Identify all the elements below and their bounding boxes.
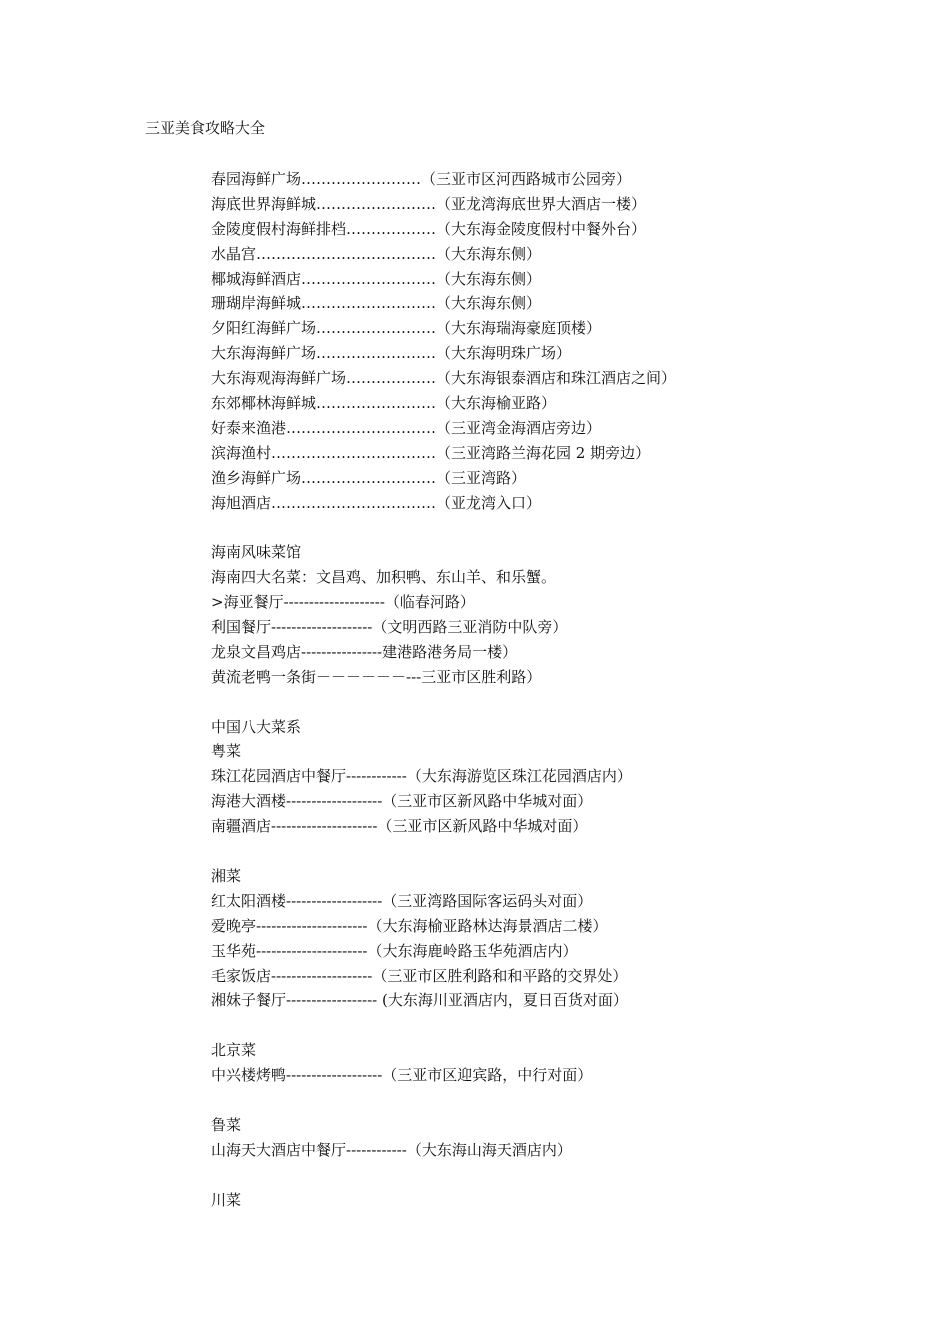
list-item: 好泰来渔港…………………………（三亚湾金海酒店旁边） [211,418,602,437]
list-item: 龙泉文昌鸡店----------------建港路港务局一楼） [211,642,518,661]
hainan-section [211,540,911,689]
spacer [211,1163,911,1188]
list-item: 大东海海鲜广场……………………（大东海明珠广场） [211,344,572,363]
subsection-heading: 北京菜 [211,1041,257,1060]
list-item: 渔乡海鲜广场………………………（三亚湾路） [211,468,527,487]
subsection-heading: 粤菜 [211,742,242,761]
section-heading: 海南风味菜馆 [211,543,302,562]
document-title: 三亚美食攻略大全 [145,119,266,137]
spacer [211,690,911,715]
list-item: 夕阳红海鲜广场……………………（大东海瑞海豪庭顶楼） [211,319,602,338]
section-heading: 中国八大菜系 [211,717,302,736]
list-item: 爱晚亭----------------------（大东海榆亚路林达海景酒店二楼） [211,916,608,935]
spacer [211,839,911,864]
list-item: 珊瑚岸海鲜城………………………（大东海东侧） [211,294,542,313]
subsection-heading: 湘菜 [211,866,242,885]
subsection-heading: 鲁菜 [211,1115,242,1134]
spacer [211,515,911,540]
list-item: 海港大酒楼-------------------（三亚市区新风路中华城对面） [211,792,593,811]
list-item: 春园海鲜广场……………………（三亚市区河西路城市公园旁） [211,170,632,188]
list-item: 利国餐厅--------------------（文明西路三亚消防中队旁） [211,618,568,637]
list-item: 大东海观海海鲜广场………………（大东海银泰酒店和珠江酒店之间） [211,369,677,388]
list-item: 东郊椰林海鲜城……………………（大东海榆亚路） [211,394,557,413]
subsection-heading: 川菜 [211,1190,242,1209]
list-item: 中兴楼烤鸭-------------------（三亚市区迎宾路，中行对面） [211,1066,593,1085]
spacer [211,1013,911,1038]
list-item: 玉华苑----------------------（大东海鹿岭路玉华苑酒店内） [211,941,578,960]
list-item: 滨海渔村……………………………（三亚湾路兰海花园 2 期旁边） [211,443,651,462]
list-item: 红太阳酒楼-------------------（三亚湾路国际客运码头对面） [211,891,593,910]
seafood-restaurant-list [211,167,911,515]
list-item: 海旭酒店……………………………（亚龙湾入口） [211,493,542,512]
list-item: 毛家饭店--------------------（三亚市区胜利路和和平路的交界处） [211,966,628,985]
list-item: 海底世界海鲜城……………………（亚龙湾海底世界大酒店一楼） [211,194,647,213]
list-item: 南疆酒店---------------------（三亚市区新风路中华城对面） [211,817,588,836]
list-item: 椰城海鲜酒店………………………（大东海东侧） [211,269,542,288]
document-body [211,167,911,1212]
section-intro: 海南四大名菜：文昌鸡、加积鸭、东山羊、和乐蟹。 [211,568,557,587]
list-item: 珠江花园酒店中餐厅------------（大东海游览区珠江花园酒店内） [211,767,632,786]
list-item: 山海天大酒店中餐厅------------（大东海山海天酒店内） [211,1140,572,1159]
list-item: 水晶宫………………………………（大东海东侧） [211,244,542,263]
list-item: >海亚餐厅--------------------（临春河路） [211,593,475,612]
list-item: 湘妹子餐厅------------------ (大东海川亚酒店内，夏日百货对面） [211,991,628,1010]
list-item: 黄流老鸭一条街－－－－－－---三亚市区胜利路） [211,667,542,686]
cuisines-section [211,715,911,1213]
list-item: 金陵度假村海鲜排档………………（大东海金陵度假村中餐外台） [211,219,647,238]
spacer [211,1088,911,1113]
